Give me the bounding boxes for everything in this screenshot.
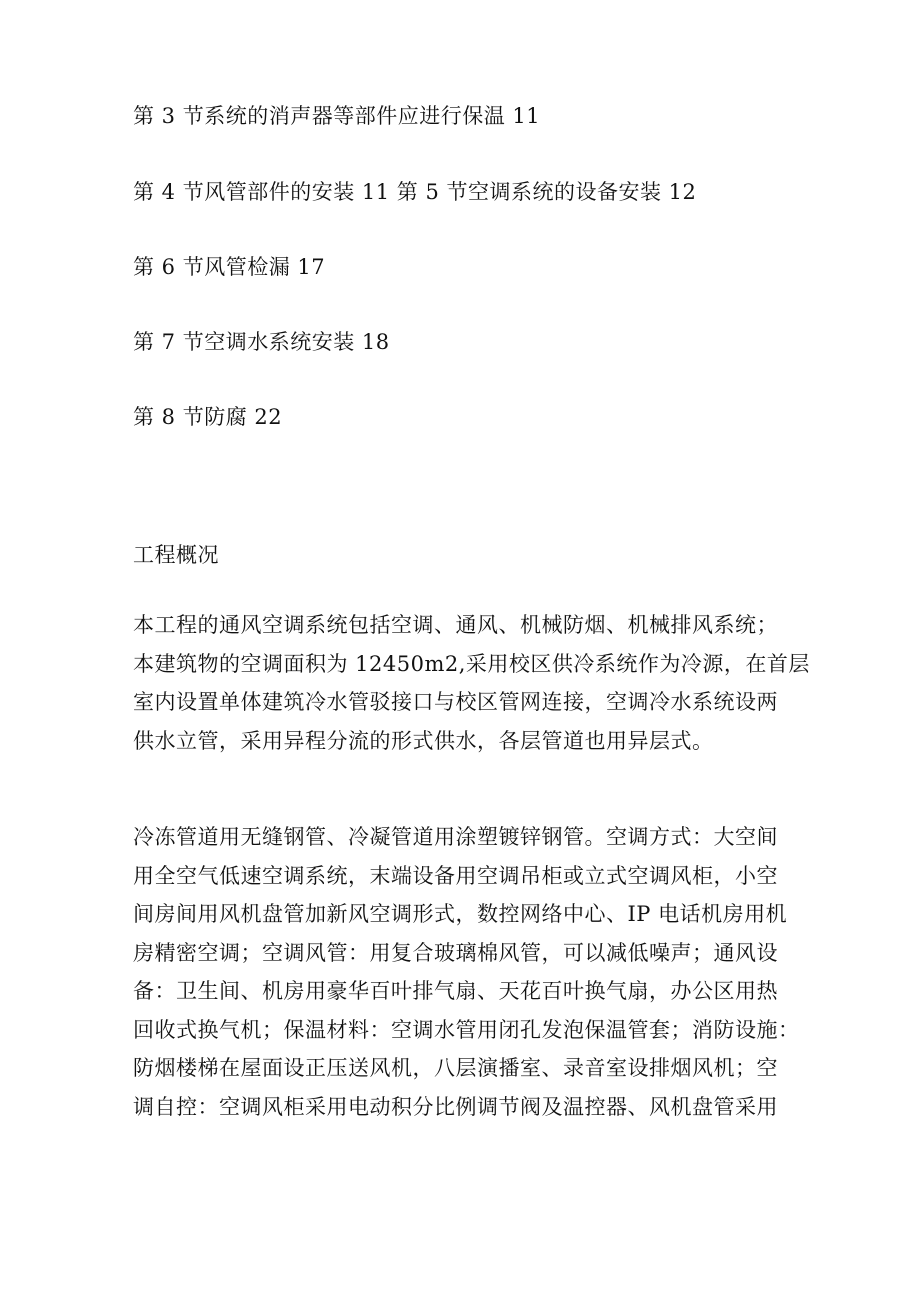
paragraph-line: 房精密空调；空调风管：用复合玻璃棉风管，可以减低噪声；通风设 bbox=[133, 940, 778, 965]
toc-entry-3: 第 3 节系统的消声器等部件应进行保温 11 bbox=[133, 104, 541, 128]
paragraph-systems bbox=[133, 818, 798, 1126]
toc-entry-4-5: 第 4 节风管部件的安装 11 第 5 节空调系统的设备安装 12 bbox=[133, 180, 697, 204]
paragraph-line: 冷冻管道用无缝钢管、冷凝管道用涂塑镀锌钢管。空调方式：大空间 bbox=[133, 825, 778, 849]
paragraph-line: 调自控：空调风柜采用电动积分比例调节阀及温控器、风机盘管采用 bbox=[133, 1094, 778, 1119]
paragraph-line: 供水立管，采用异程分流的形式供水，各层管道也用异层式。 bbox=[133, 728, 714, 753]
paragraph-line: 本工程的通风空调系统包括空调、通风、机械防烟、机械排风系统； bbox=[133, 613, 778, 637]
toc-entry-6: 第 6 节风管检漏 17 bbox=[133, 255, 326, 279]
paragraph-line: 回收式换气机；保温材料：空调水管用闭孔发泡保温管套；消防设施： bbox=[133, 1017, 800, 1042]
paragraph-line: 备：卫生间、机房用豪华百叶排气扇、天花百叶换气扇，办公区用热 bbox=[133, 979, 778, 1003]
toc-entry-8: 第 8 节防腐 22 bbox=[133, 405, 283, 429]
paragraph-line: 室内设置单体建筑冷水管驳接口与校区管网连接，空调冷水系统设两 bbox=[133, 690, 778, 714]
section-title: 工程概况 bbox=[133, 543, 219, 567]
paragraph-line: 用全空气低速空调系统，末端设备用空调吊柜或立式空调风柜，小空 bbox=[133, 863, 778, 888]
paragraph-line: 防烟楼梯在屋面设正压送风机，八层演播室、录音室设排烟风机；空 bbox=[133, 1056, 778, 1080]
toc-entry-7: 第 7 节空调水系统安装 18 bbox=[133, 330, 390, 354]
paragraph-line: 间房间用风机盘管加新风空调形式，数控网络中心、IP 电话机房用机 bbox=[133, 902, 788, 926]
paragraph-line: 本建筑物的空调面积为 12450m2,采用校区供冷系统作为冷源，在首层 bbox=[133, 651, 810, 676]
paragraph-overview bbox=[133, 606, 810, 760]
